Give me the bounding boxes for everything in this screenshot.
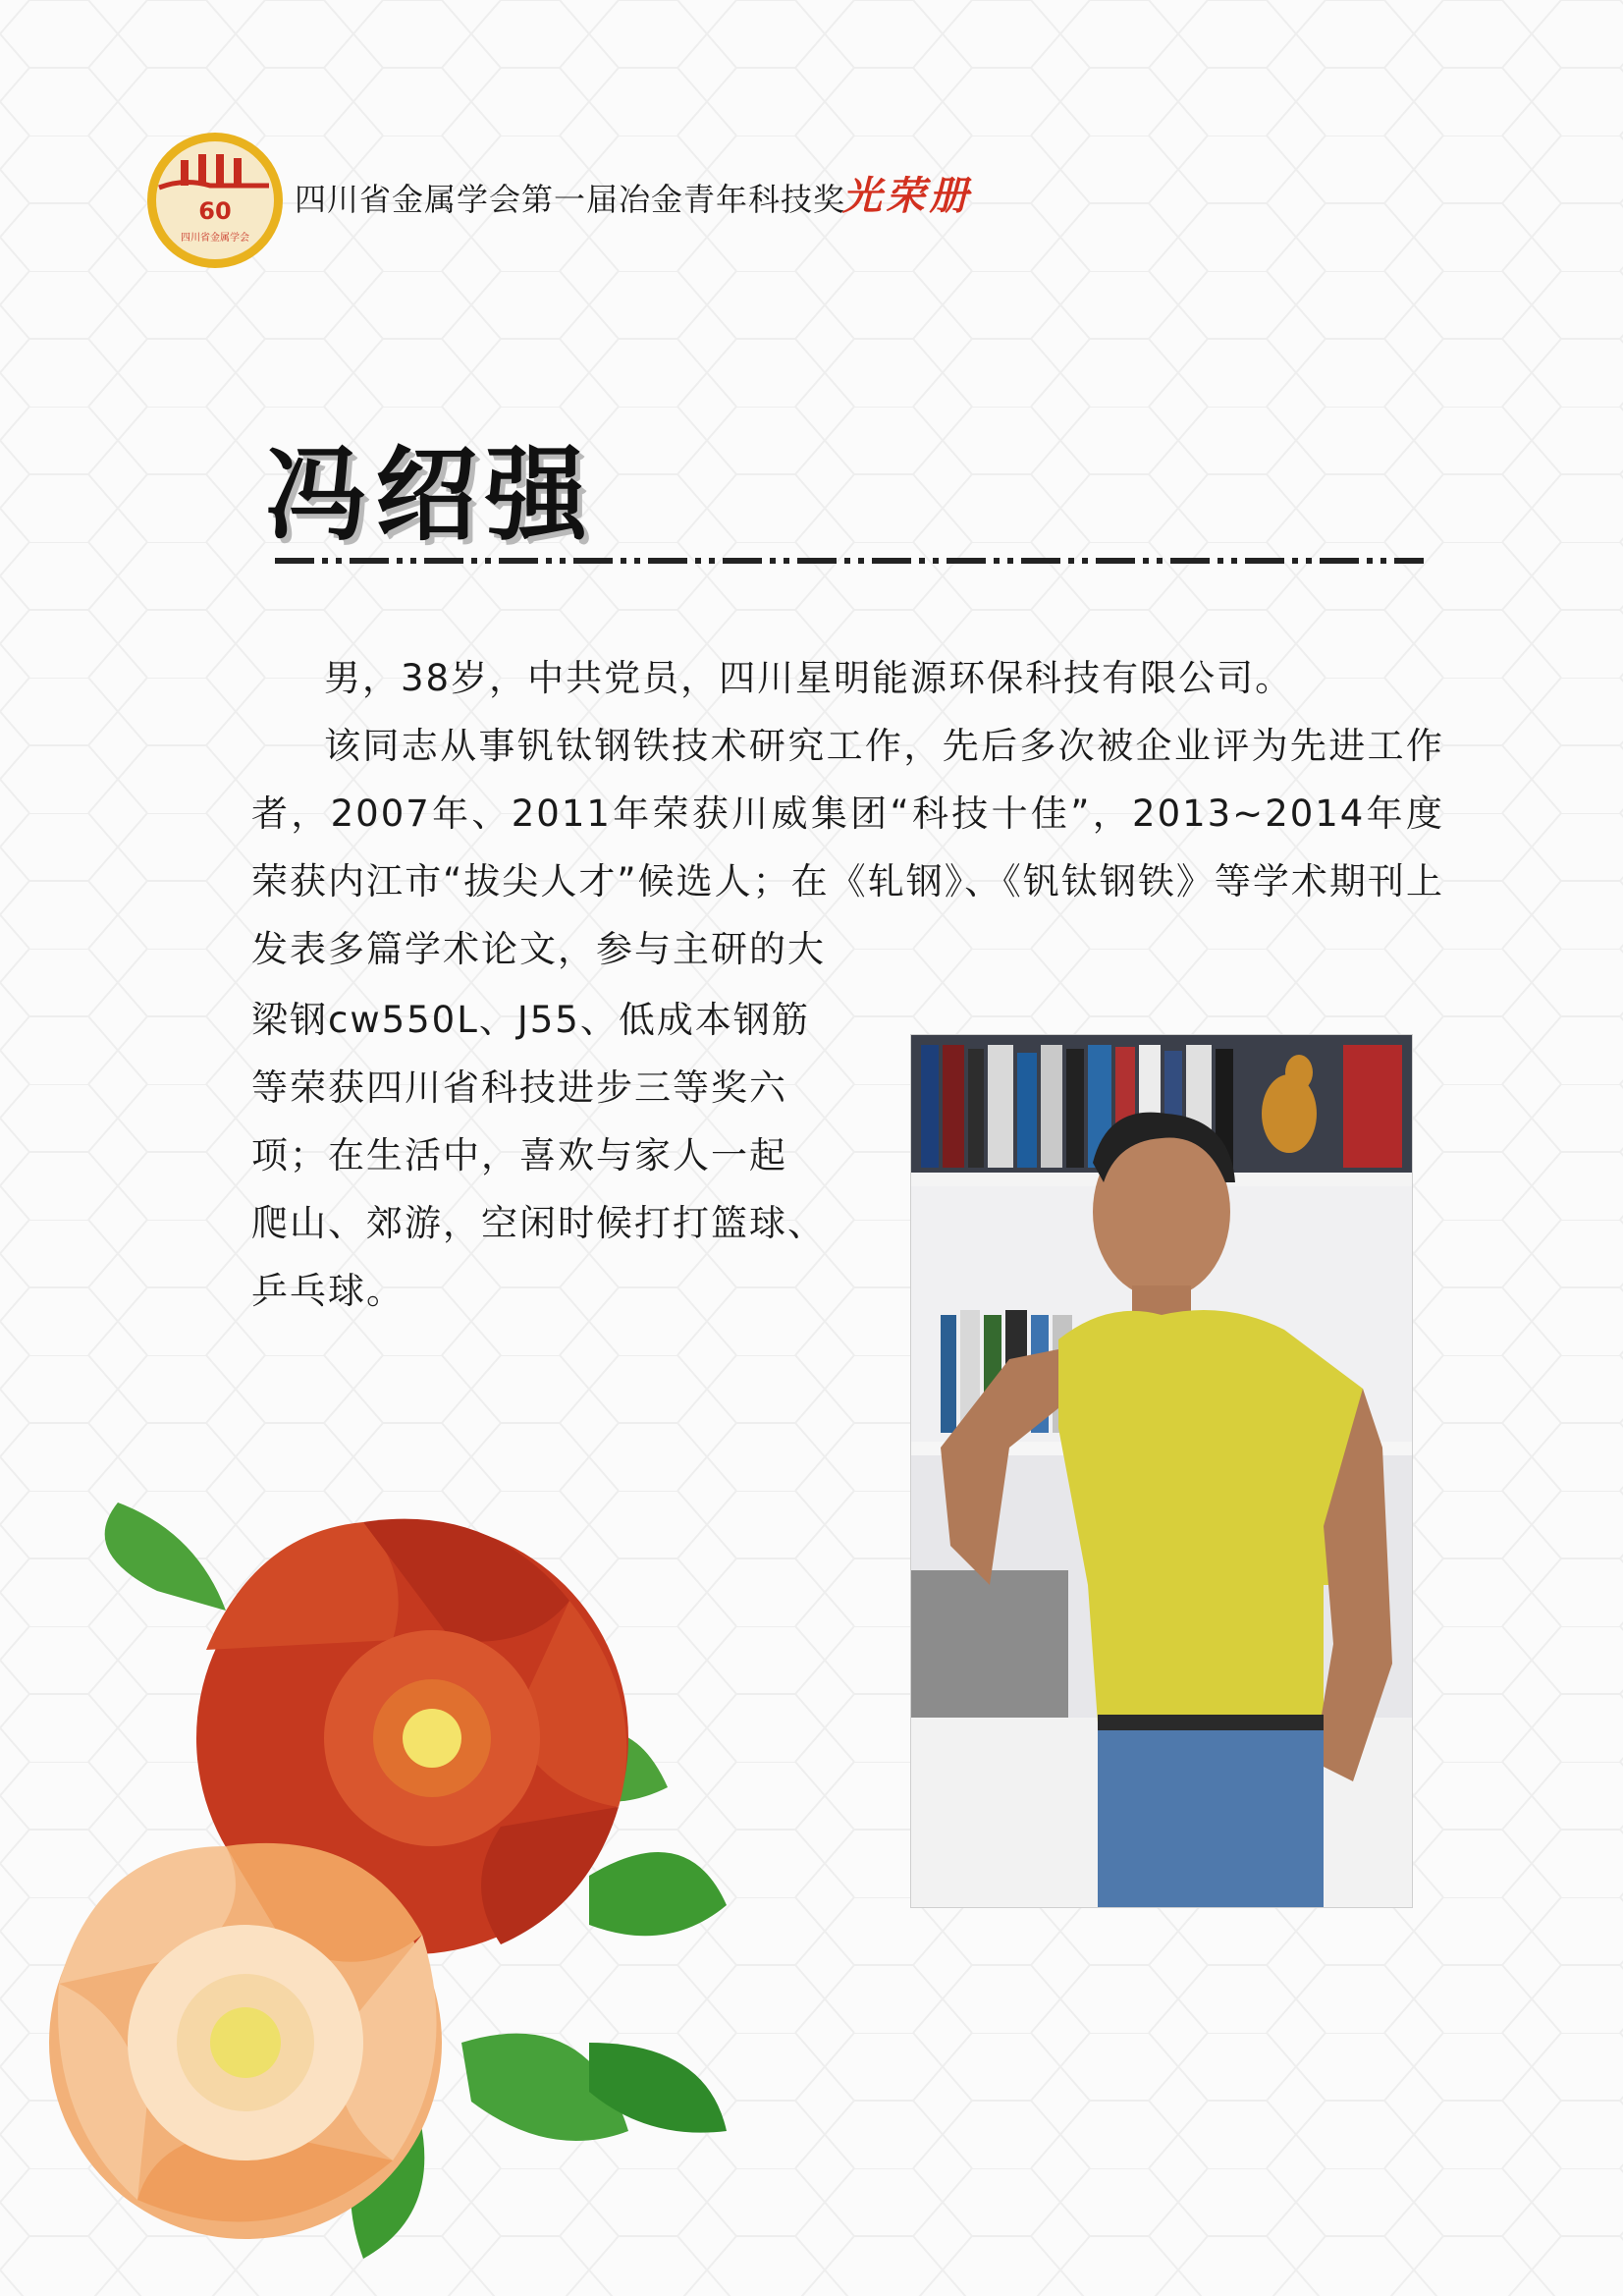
logo-number: 60 <box>198 197 232 225</box>
header-title: 四川省金属学会第一届冶金青年科技奖 <box>295 181 846 218</box>
dashed-divider <box>275 556 1424 566</box>
header-script-title: 光荣册 <box>842 173 972 219</box>
peony-flower-illustration <box>39 1493 785 2278</box>
bio-paragraph-2: 该同志从事钒钛钢铁技术研究工作，先后多次被企业评为先进工作者，2007年、2011年荣获川威集团“科技十佳”，2013~2014年度荣获内江市“拔尖人才”候选人；在《轧钢》、《钒钛钢铁》等学术期刊上发表多篇学术论文，参与主研的大 <box>251 725 1444 970</box>
bio-line: 项；在生活中，喜欢与家人一起 <box>251 1134 787 1176</box>
bio-continuation <box>251 986 880 1325</box>
person-name: 冯绍强 <box>265 434 596 555</box>
bio-paragraphs <box>251 644 1444 983</box>
society-logo <box>145 131 285 270</box>
bio-line: 梁钢cw550L、J55、低成本钢筋 <box>251 999 810 1041</box>
bio-line: 乒乓球。 <box>251 1270 405 1312</box>
bio-line: 等荣获四川省科技进步三等奖六 <box>251 1066 787 1109</box>
bio-line: 爬山、郊游，空闲时候打打篮球、 <box>251 1202 826 1244</box>
bio-paragraph-1: 男，38岁，中共党员，四川星明能源环保科技有限公司。 <box>324 657 1294 699</box>
logo-caption: 四川省金属学会 <box>181 233 249 244</box>
portrait-photo <box>910 1034 1413 1908</box>
